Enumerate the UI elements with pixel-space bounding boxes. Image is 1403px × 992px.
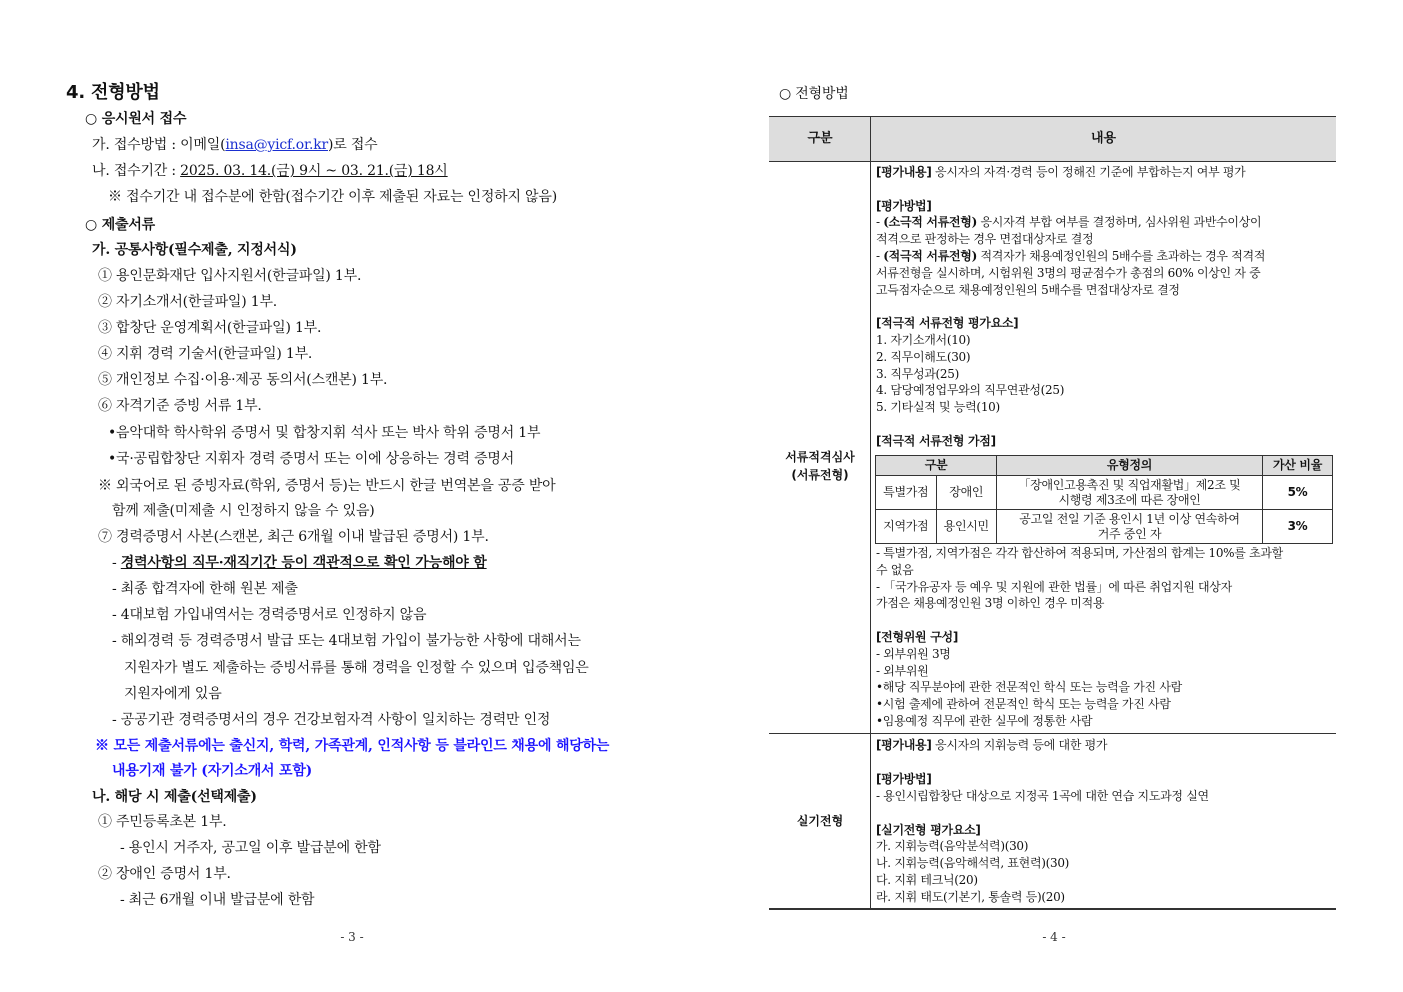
cell-line: 고득점자순으로 채용예정인원의 5배수를 면접대상자로 결정 [876,282,1180,297]
text-line: - 경력사항의 직무·재직기간 등이 객관적으로 확인 가능해야 함 [112,555,487,571]
text-line: ④ 지휘 경력 기술서(한글파일) 1부. [98,346,313,362]
text-line: 나. 접수기간 : 2025. 03. 14.(금) 9시 ~ 03. 21.(금) 18시 [92,163,448,179]
cell-line: •임용예정 직무에 관한 실무에 정통한 사람 [876,714,1093,728]
cell-line: 나. 지휘능력(음악해석력, 표현력)(30) [876,856,1070,871]
cell-line: [평가내용] 응시자의 지휘능력 등에 대한 평가 [876,738,1108,752]
text-line: ⑤ 개인정보 수집·이용·제공 동의서(스캔본) 1부. [98,372,388,388]
row-label-document: 서류적격심사 (서류전형) [785,450,855,482]
cell-line: •해당 직무분야에 관한 전문적인 학식 또는 능력을 가진 사람 [876,680,1182,695]
page-4 [700,0,1403,992]
bonus-row: 특별가점 장애인 「장애인고용촉진 및 직업재활법」제2조 및 시행령 제3조에 따른 장애인 5% [876,476,1333,510]
text-line: ③ 합창단 운영계획서(한글파일) 1부. [98,320,322,336]
text-line: - 공공기관 경력증명서의 경우 건강보험자격 사항이 일치하는 경력만 인정 [112,712,551,728]
text-line: ① 주민등록초본 1부. [98,814,227,830]
page-number: - 3 - [340,930,364,944]
text-line: 지원자가 별도 제출하는 증빙서류를 통해 경력을 인정할 수 있으며 입증책임은 [124,660,589,676]
cell-line: - 외부위원 3명 [876,646,951,661]
cell-line: 라. 지휘 태도(기본기, 통솔력 등)(20) [876,890,1065,905]
cell-line: - (소극적 서류전형) 응시자격 부합 여부를 결정하며, 심사위원 과반수이상이 [876,215,1262,230]
cell-line: - 용인시립합창단 대상으로 지정곡 1곡에 대한 연습 지도과정 실연 [876,788,1209,803]
cell-line: 가. 지휘능력(음악분석력)(30) [876,839,1029,854]
text-line: ※ 접수기간 내 접수분에 한함(접수기간 이후 제출된 자료는 인정하지 않음) [108,189,557,205]
cell-line: 적격으로 판정하는 경우 면접대상자로 결정 [876,232,1094,247]
text-line: ○ 제출서류 [85,217,155,233]
text-line: ② 자기소개서(한글파일) 1부. [98,294,278,310]
cell-line: [평가내용] 응시자의 자격·경력 등이 정해진 기준에 부합하는지 여부 평가 [876,165,1246,179]
text-line: ⑦ 경력증명서 사본(스캔본, 최근 6개월 이내 발급된 증명서) 1부. [98,529,489,545]
cell-line: [전형위원 구성] [876,630,958,644]
text-line: ○ 응시원서 접수 [85,111,187,127]
text-line: ② 장애인 증명서 1부. [98,866,231,882]
cell-line: - 특별가점, 지역가점은 각각 합산하여 적용되며, 가산점의 합계는 10%를 초과할 [876,546,1283,560]
bonus-row: 지역가점 용인시민 공고일 전일 기준 용인시 1년 이상 연속하여 거주 중인 자 3% [876,510,1333,544]
cell-line: 가점은 채용예정인원 3명 이하인 경우 미적용 [876,596,1105,611]
section-heading: 4. 전형방법 [66,82,160,103]
cell-line: 2. 직무이해도(30) [876,349,971,364]
table-title: ○ 전형방법 [779,86,849,102]
page-3 [0,0,700,992]
text-line: ※ 외국어로 된 증빙자료(학위, 증명서 등)는 반드시 한글 번역본을 공증 받아 [98,478,556,494]
text-line: ※ 모든 제출서류에는 출신지, 학력, 가족관계, 인적사항 등 블라인드 채용에 해당하는 [95,738,610,754]
email-link[interactable]: insa@yicf.or.kr [225,137,328,153]
cell-line: [적극적 서류전형 가점] [876,433,996,448]
header-category: 구분 [769,116,871,162]
cell-line: 4. 담당예정업무와의 직무연관성(25) [876,383,1065,398]
text-line: - 최근 6개월 이내 발급분에 한함 [120,892,315,908]
text-line: 지원자에게 있음 [124,686,222,702]
cell-line: 서류전형을 실시하며, 시험위원 3명의 평균점수가 총점의 60% 이상인 자 중 [876,265,1261,280]
text-line: 내용기재 불가 (자기소개서 포함) [112,763,313,779]
cell-line: [평가방법] [876,198,932,213]
text-line: - 용인시 거주자, 공고일 이후 발급분에 한함 [120,840,381,856]
cell-line: 수 없음 [876,562,914,577]
cell-line: 3. 직무성과(25) [876,366,959,381]
cell-line: [적극적 서류전형 평가요소] [876,316,1019,331]
text-line: 나. 해당 시 제출(선택제출) [92,789,257,805]
text-line: •국·공립합창단 지휘자 경력 증명서 또는 이에 상응하는 경력 증명서 [108,451,515,467]
cell-line: •시험 출제에 관하여 전문적인 학식 또는 능력을 가진 사람 [876,697,1171,712]
cell-line: - 「국가유공자 등 예우 및 지원에 관한 법률」에 따른 취업지원 대상자 [876,579,1232,594]
cell-line: [실기전형 평가요소] [876,822,981,837]
text-line: - 최종 합격자에 한해 원본 제출 [112,581,298,597]
text-line: ⑥ 자격기준 증빙 서류 1부. [98,398,262,414]
cell-line: 1. 자기소개서(10) [876,333,971,347]
text-line: - 해외경력 등 경력증명서 발급 또는 4대보험 가입이 불가능한 사항에 대해서는 [112,633,581,649]
text-line: 함께 제출(미제출 시 인정하지 않을 수 있음) [112,503,375,519]
text-line: 가. 접수방법 : 이메일(insa@yicf.or.kr)로 접수 [92,137,378,153]
text-line: ① 용인문화재단 입사지원서(한글파일) 1부. [98,268,362,284]
cell-line: 다. 지휘 테크닉(20) [876,873,978,888]
text-line: •음악대학 학사학위 증명서 및 합창지휘 석사 또는 박사 학위 증명서 1부 [108,425,541,441]
cell-line: [평가방법] [876,771,932,786]
page-number: - 4 - [1042,930,1066,944]
row-label-practical: 실기전형 [796,814,844,828]
bonus-points-table: 구분 유형정의 가산 비율 특별가점 장애인 「장애인고용촉진 및 직업재활법」제2조 및 시행령 제3조에 따른 장애인 5% 지역가점 용인시민 공고일 전일 기준 용인시 1년 이상 연속하여 거주 중인 자 3% [875,455,1333,544]
cell-line: - (적극적 서류전형) 적격자가 채용예정인원의 5배수를 초과하는 경우 적격적 [876,249,1266,263]
header-content: 내용 [871,116,1336,162]
text-line: 가. 공통사항(필수제출, 지정서식) [92,242,297,258]
cell-line: 5. 기타실적 및 능력(10) [876,400,1000,415]
text-line: - 4대보험 가입내역서는 경력증명서로 인정하지 않음 [112,607,427,623]
cell-line: - 외부위원 [876,663,929,678]
